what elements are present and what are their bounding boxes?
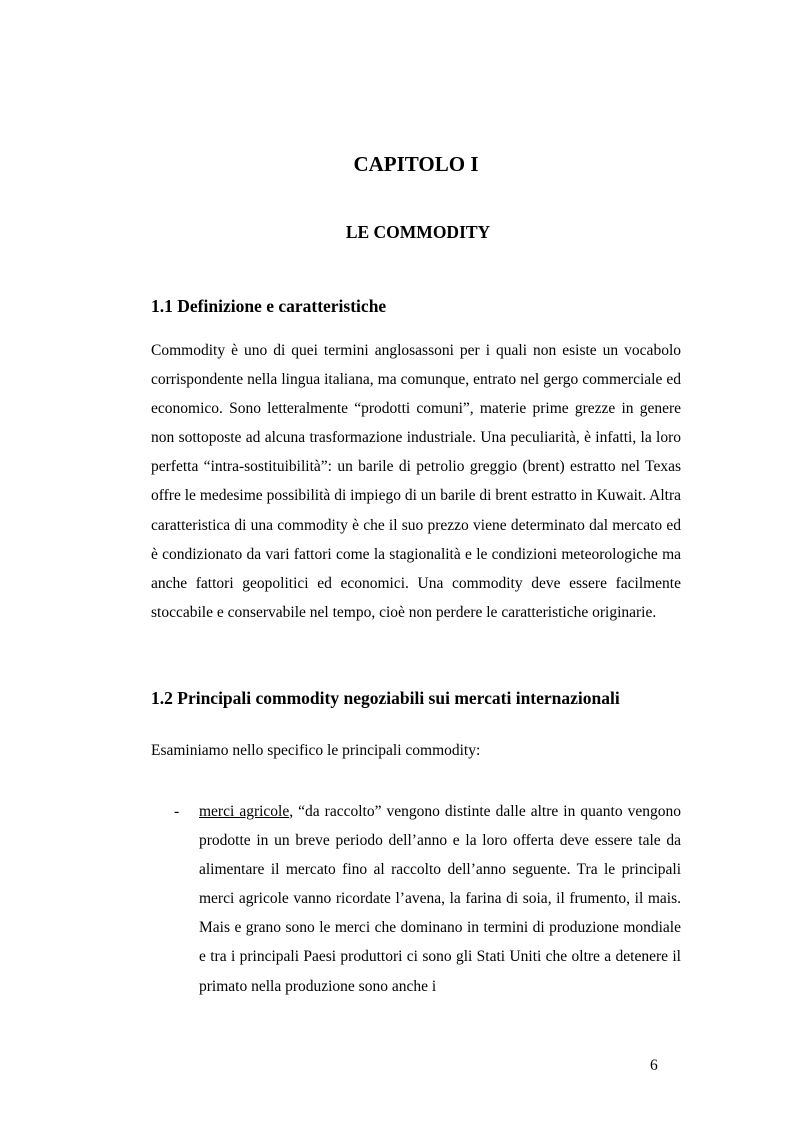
definition-paragraph: Commodity è uno di quei termini anglosassoni per i quali non esiste un vocabolo corrispondente nella lingua italiana, ma comunque, entrato nel gergo commerciale ed economico. Sono letteralmente “prodotti comuni”, materie prime grezze in genere non sottoposte ad alcuna trasformazione industriale. Una peculiarità, è infatti, la loro perfetta “intra-sostituibilità”: un barile di petrolio greggio (brent) estratto nel Texas offre le medesime possibilità di impiego di un barile di brent estratto in Kuwait. Altra caratteristica di una commodity è che il suo prezzo viene determinato dal mercato ed è condizionato da vari fattori come la stagionalità e le condizioni meteorologiche ma anche fattori geopolitici ed economici. Una commodity deve essere facilmente stoccabile e conservabile nel tempo, cioè non perdere le caratteristiche originarie. — [151, 342, 681, 621]
list-item-text: , “da raccolto” vengono distinte dalle altre in quanto vengono prodotte in un breve periodo dell’anno e la loro offerta deve essere tale da alimentare il mercato fino al raccolto dell’anno seguente. Tra le principali merci agricole vanno ricordate l’avena, la farina di soia, il frumento, il mais. Mais e grano sono le merci che dominano in termini di produzione mondiale e tra i principali Paesi produttori ci sono gli Stati Uniti che oltre a detenere il primato nella produzione sono anche i — [199, 803, 681, 995]
chapter-title: CAPITOLO I — [353, 152, 479, 176]
section-heading-definition: 1.1 Definizione e caratteristiche — [151, 296, 387, 316]
intro-sentence: Esaminiamo nello specifico le principali commodity: — [151, 742, 481, 759]
chapter-subtitle: LE COMMODITY — [345, 222, 491, 242]
commodity-list — [174, 797, 681, 1001]
list-bullet: - — [174, 803, 180, 820]
list-item-term: merci agricole — [199, 803, 290, 820]
list-item — [174, 797, 681, 1001]
page-number: 6 — [650, 1057, 658, 1074]
section-heading-main-commodities: 1.2 Principali commodity negoziabili sui mercati internazionali — [151, 688, 620, 708]
